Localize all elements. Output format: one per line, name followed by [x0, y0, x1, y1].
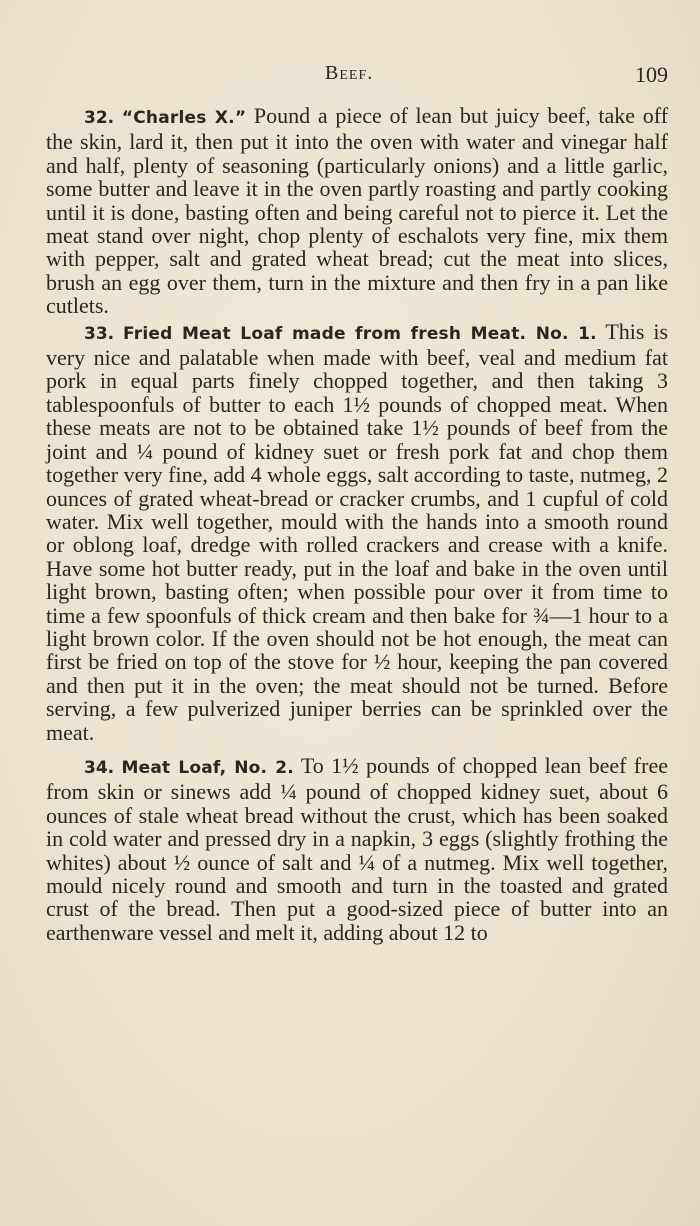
page-body [46, 104, 668, 944]
recipe-number: 34. [84, 757, 115, 778]
recipe-text: To 1½ pounds of chopped lean beef free from skin or sinews add ¼ pound of chopped kidney suet, about 6 ounces of stale wheat bread without the crust, which has been soaked in cold water and pressed dry in a napkin, 3 eggs (slightly frothing the whites) about ½ ounce of salt and ¼ of a nutmeg. Mix well together, mould nicely round and smooth and turn in the toasted and grated crust of the bread. Then put a good-sized piece of butter into an earthenware vessel and melt it, adding about 12 to [46, 752, 668, 945]
running-head: Beef. [325, 62, 374, 84]
recipe-title: Fried Meat Loaf made from fresh Meat. No. 1. [123, 323, 597, 344]
page-number: 109 [635, 62, 668, 87]
recipe-33 [46, 320, 668, 744]
recipe-text: This is very nice and palatable when made with beef, veal and medium fat pork in equal parts finely chopped together, and then taking 3 tablespoonfuls of butter to each 1½ pounds of chopped meat. When these meats are not to be obtained take 1½ pounds of beef from the joint and ¼ pound of kidney suet or fresh pork fat and chop them together very fine, add 4 whole eggs, salt according to taste, nutmeg, 2 ounces of grated wheat-bread or cracker crumbs, and 1 cupful of cold water. Mix well together, mould with the hands into a smooth round or oblong loaf, dredge with rolled crackers and crease with a knife. Have some hot butter ready, put in the loaf and bake in the oven until light brown, basting often; when possible pour over it from time to time a few spoonfuls of thick cream and then bake for ¾—1 hour to a light brown color. If the oven should not be hot enough, the meat can first be fried on top of the stove for ½ hour, keeping the pan covered and then put it in the oven; the meat should not be turned. Before serving, a few pulverized juniper berries can be sprinkled over the meat. [46, 318, 669, 745]
recipe-text: Pound a piece of lean but juicy beef, take off the skin, lard it, then put it into the oven with water and vinegar half and half, plenty of seasoning (particularly onions) and a little garlic, some butter and leave it in the oven partly roasting and partly cooking until it is done, basting often and being careful not to pierce it. Let the meat stand over night, chop plenty of eschalots very fine, mix them with pepper, salt and grated wheat bread; cut the meat into slices, brush an egg over them, turn in the mixture and then fry in a pan like cutlets. [46, 103, 669, 319]
recipe-number: 32. [84, 108, 115, 128]
page-header [46, 62, 668, 92]
recipe-number: 33. [84, 323, 115, 344]
recipe-32 [46, 104, 668, 318]
recipe-34 [46, 754, 668, 944]
recipe-title: Meat Loaf, No. 2. [121, 757, 294, 778]
recipe-title: “Charles X.” [121, 108, 247, 128]
